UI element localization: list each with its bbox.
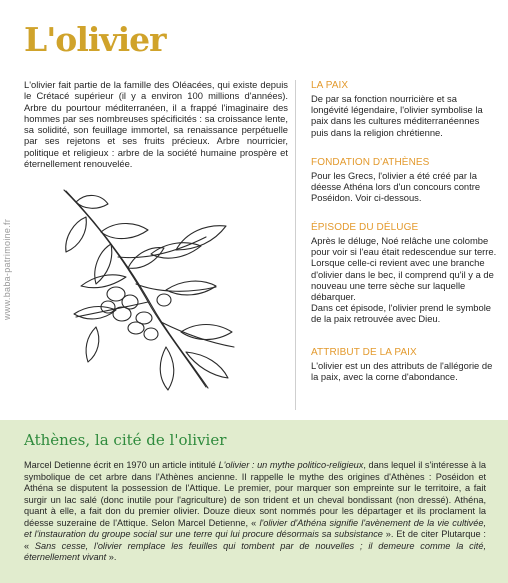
sidebar-section-paix: [311, 80, 497, 138]
sidebar-text: De par sa fonction nourricière et sa longévité légendaire, l'olivier symbolise la paix dans les cultures méditerranéennes puis dans la religion chrétienne.: [311, 93, 483, 138]
intro-paragraph: L'olivier fait partie de la famille des Oléacées, qui existe depuis le Crétacé supérieur (il y a environ 100 millions d'années). Arbre du pourtour méditerranéen, il a frappé l'imaginaire des hommes par ses nombreuses spécificités : sa croissance lente, sa solidité, son feuillage immortel, sa renaissance perpétuelle par ses rejetons et ses fruits précieux. Arbre nourricier, politique et religieux : arbre de la société humaine prospère et éternellement renouvelée.: [24, 79, 288, 170]
bottom-text-part: Marcel Detienne écrit en 1970 un article intitulé: [24, 460, 219, 470]
bottom-text-part: ».: [106, 552, 117, 562]
sidebar-heading: FONDATION D'ATHÈNES: [311, 157, 430, 168]
sidebar-heading: ÉPISODE DU DÉLUGE: [311, 222, 419, 233]
sidebar-heading: ATTRIBUT DE LA PAIX: [311, 347, 417, 358]
sidebar-section-attribut: [311, 347, 497, 382]
olive-branch-illustration: [56, 182, 246, 397]
sidebar-heading: LA PAIX: [311, 80, 349, 91]
bottom-paragraph: [24, 460, 486, 564]
sidebar-text: Après le déluge, Noé relâche une colombe pour voir si l'eau était redescendue sur terre. Lorsque celle-ci revient avec une branche d'olivier dans le bec, il comprend qu'il y a de nouveau une terre sèche sur laquelle débarquer.: [311, 235, 497, 303]
column-divider: [295, 80, 296, 410]
sidebar-text-2: Dans cet épisode, l'olivier prend le symbole de la paix retrouvée avec Dieu.: [311, 302, 492, 325]
sidebar-section-deluge: [311, 222, 497, 325]
bottom-text-part: , dans lequel il s'intéresse à la symbolique de cet arbre dans l'Athènes ancienne. Il rappelle le mythe des origines d'Athènes : Poséidon et Athéna se disputent la possession de l'Attique. Le premier, pour marquer son empreinte sur le territoire, a fait surgir un lac salé (donc inutile pour l'agriculture) de son trident et un cheval bondissant (non dressé). Athéna, quant à elle, a fait don du premier olivier. Douze dieux sont nommés pour les départager et ils proclament la déesse suzeraine de l'Attique. Selon Marcel Detienne, «: [24, 460, 486, 528]
sidebar-text: L'olivier est un des attributs de l'allégorie de la paix, avec la corne d'abondance.: [311, 360, 493, 383]
bottom-panel: [0, 420, 508, 583]
detienne-quote: l'olivier d'Athéna signifie l'avènement de la vie cultivée, et l'instauration du groupe social sur une terre qui lui procure désormais sa subsistance: [24, 517, 487, 539]
plutarque-quote: Sans cesse, l'olivier remplace les feuilles qui tombent par de nouvelles ; il demeure comme la cité, éternellement vivant: [24, 540, 486, 562]
page-title: L'olivier: [24, 20, 166, 59]
sidebar-text: Pour les Grecs, l'olivier a été créé par la déesse Athéna lors d'un concours contre Poséidon. Voir ci-dessous.: [311, 170, 481, 204]
bottom-text-part: ». Et de citer Plutarque : «: [24, 529, 486, 551]
article-title: L'olivier : un mythe politico-religieux: [218, 460, 364, 470]
watermark: www.baba-patrimoine.fr: [2, 218, 12, 320]
bottom-title: Athènes, la cité de l'olivier: [24, 431, 227, 449]
sidebar-section-fondation: [311, 157, 497, 204]
